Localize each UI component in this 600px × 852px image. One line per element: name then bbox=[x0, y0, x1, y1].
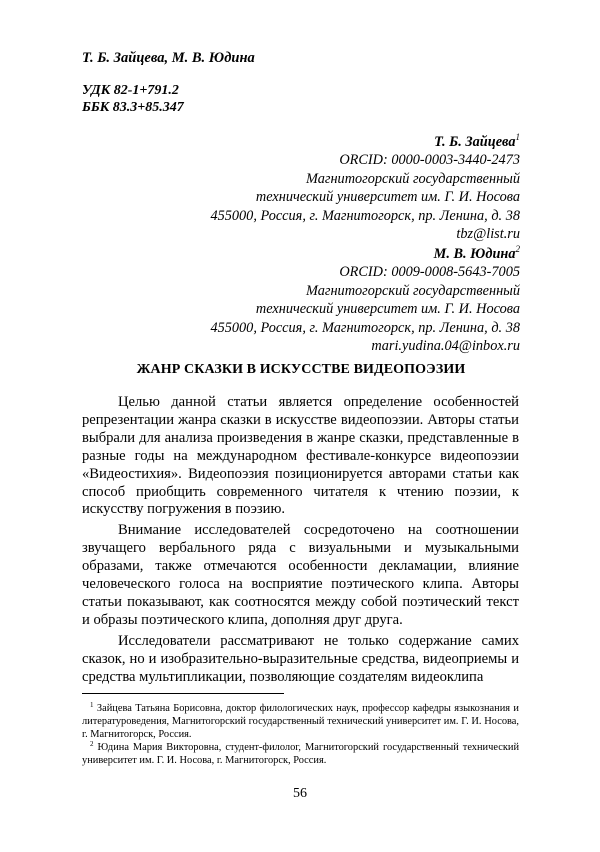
footnote-text: Зайцева Татьяна Борисовна, доктор филологических наук, профессор кафедры языкознания и литературоведения, Магнитогорский государственный технический университет им. Г. И. Носова, г. Магнитогорск, Россия. bbox=[82, 703, 519, 741]
classification-codes bbox=[82, 82, 184, 116]
author-name: Т. Б. Зайцева bbox=[434, 134, 516, 150]
bbk-code: ББК 83.3+85.347 bbox=[82, 100, 184, 115]
paragraph: Внимание исследователей сосредоточено на соотношении звучащего вербального ряда с визуальными и музыкальными образами, также отмечаются особенности декламации, влияние человеческого голоса на восприятие поэтического клипа. Авторы статьи показывают, как соотносятся между собой поэтический текст и образы поэтического клипа, дополняя друг друга. bbox=[82, 522, 519, 628]
paragraph: Исследователи рассматривают не только содержание самих сказок, но и изобразительно-выразительные средства, видеоприемы и средства мультипликации, позволяющие создателям видеоклипа bbox=[82, 632, 519, 685]
author-block-2 bbox=[210, 245, 520, 355]
page-number: 56 bbox=[293, 786, 307, 801]
paragraph: Целью данной статьи является определение особенностей репрезентации жанра сказки в искусстве видеопоэзии. Авторы статьи выбрали для анализа произведения в жанре сказки, представленные в разные годы на международном фестивале-конкурсе видеопоэзии «Видеостихия». Видеопоэзия позиционируется авторами статьи как способ приобщить современного читателя к чтению поэзии, к искусству погружения в поэзию. bbox=[82, 394, 519, 518]
article-body bbox=[82, 394, 519, 690]
author-address: 455000, Россия, г. Магнитогорск, пр. Ленина, д. 38 bbox=[210, 207, 520, 224]
author-orcid: ORCID: 0000-0003-3440-2473 bbox=[339, 152, 520, 169]
udk-code: УДК 82-1+791.2 bbox=[82, 83, 179, 98]
footnote bbox=[82, 702, 519, 741]
footnotes bbox=[82, 702, 519, 767]
running-head: Т. Б. Зайцева, М. В. Юдина bbox=[82, 50, 255, 66]
footnote-separator bbox=[82, 693, 284, 694]
footnote-mark: 1 bbox=[90, 701, 94, 709]
footnote-text: Юдина Мария Викторовна, студент-филолог, Магнитогорский государственный технический университет им. Г. И. Носова, г. Магнитогорск, Россия. bbox=[82, 742, 519, 767]
author-affiliation: Магнитогорский государственный bbox=[306, 170, 520, 187]
author-affiliation: технический университет им. Г. И. Носова bbox=[255, 189, 520, 206]
author-address: 455000, Россия, г. Магнитогорск, пр. Ленина, д. 38 bbox=[210, 319, 520, 336]
footnote bbox=[82, 741, 519, 767]
footnote-mark: 1 bbox=[515, 132, 520, 142]
article-title: ЖАНР СКАЗКИ В ИСКУССТВЕ ВИДЕОПОЭЗИИ bbox=[136, 362, 466, 377]
author-block-1 bbox=[210, 133, 520, 243]
footnote-mark: 2 bbox=[515, 244, 520, 254]
author-affiliation: технический университет им. Г. И. Носова bbox=[255, 301, 520, 318]
author-name: М. В. Юдина bbox=[433, 246, 516, 262]
author-email: mari.yudina.04@inbox.ru bbox=[371, 338, 520, 355]
author-orcid: ORCID: 0009-0008-5643-7005 bbox=[339, 264, 520, 281]
footnote-mark: 2 bbox=[90, 740, 94, 749]
author-email: tbz@list.ru bbox=[456, 226, 520, 243]
author-affiliation: Магнитогорский государственный bbox=[306, 282, 520, 299]
